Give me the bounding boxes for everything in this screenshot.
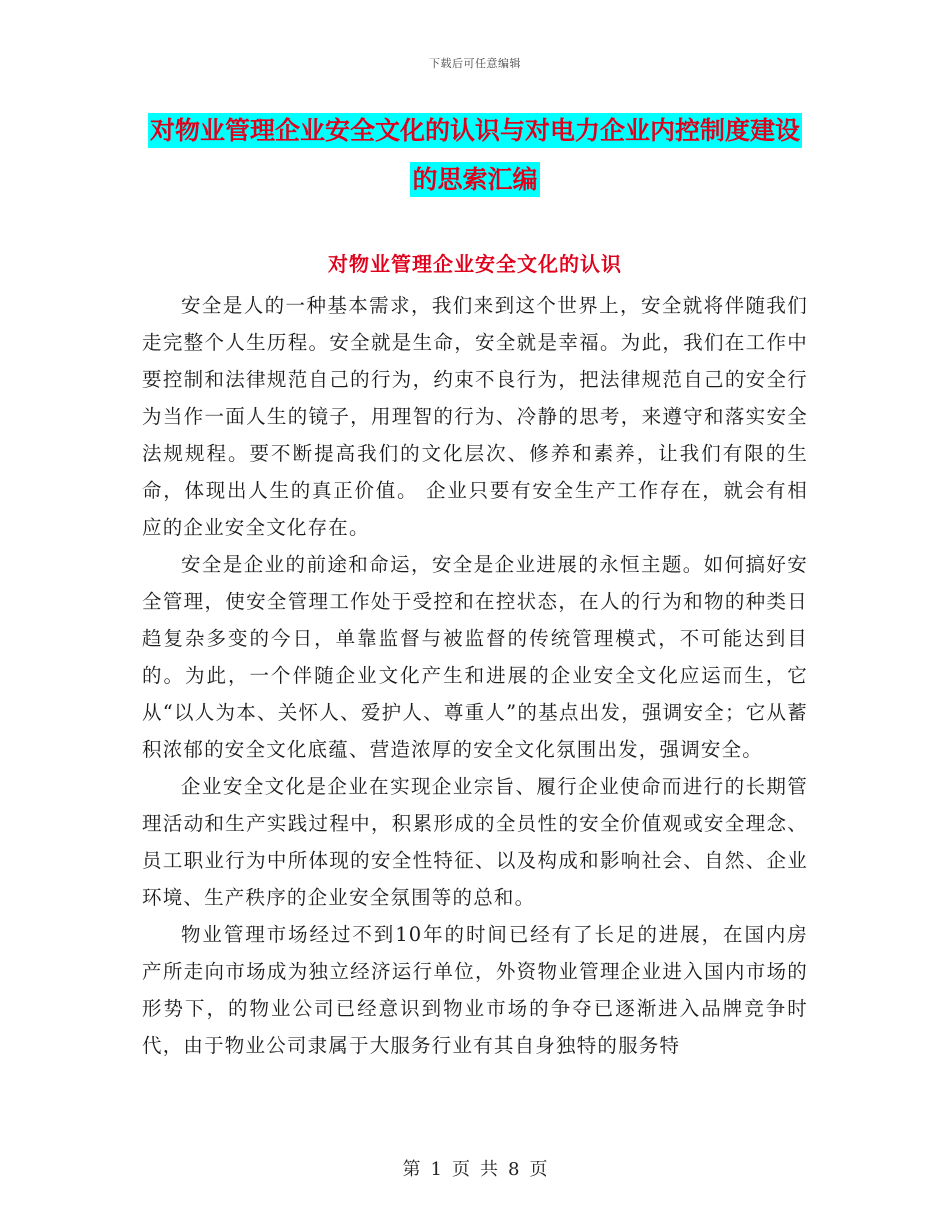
paragraph-1: 安全是人的一种基本需求，我们来到这个世界上，安全就将伴随我们走完整个人生历程。安全就是生命，安全就是幸福。为此，我们在工作中要控制和法律规范自己的行为，约束不良行为，把法律规范自己的安全行为当作一面人生的镜子，用理智的行为、冷静的思考，来遵守和落实安全法规规程。要不断提高我们的文化层次、修养和素养，让我们有限的生命，体现出人生的真正价值。 企业只要有安全生产工作存在，就会有相应的企业安全文化存在。: [142, 294, 808, 539]
footer-prefix: 第: [402, 1159, 421, 1180]
footer-page-label: 页: [452, 1159, 470, 1180]
footer-page-number: 1: [430, 1159, 442, 1180]
document-title: [140, 108, 810, 206]
footer-total-pages: 8: [508, 1159, 520, 1180]
header-note: 下载后可任意编辑: [429, 57, 521, 70]
footer-suffix: 页: [529, 1159, 548, 1180]
paragraph-3: 企业安全文化是企业在实现企业宗旨、履行企业使命而进行的长期管理活动和生产实践过程中，积累形成的全员性的安全价值观或安全理念、员工职业行为中所体现的安全性特征、以及构成和影响社会、自然、企业环境、生产秩序的企业安全氛围等的总和。: [142, 775, 808, 909]
body-text: [142, 287, 808, 1064]
section-title: 对物业管理企业安全文化的认识: [328, 252, 622, 276]
paragraph-2: 安全是企业的前途和命运，安全是企业进展的永恒主题。如何搞好安全管理，使安全管理工作处于受控和在控状态，在人的行为和物的种类日趋复杂多变的今日，单靠监督与被监督的传统管理模式，不可能达到目的。为此，一个伴随企业文化产生和进展的企业安全文化应运而生，它从“以人为本、关怀人、爱护人、尊重人”的基点出发，强调安全；它从蓄积浓郁的安全文化底蕴、营造浓厚的安全文化氛围出发，强调安全。: [142, 553, 808, 761]
page-footer: [0, 1155, 950, 1181]
document-title-text: 对物业管理企业安全文化的认识与对电力企业内控制度建设的思索汇编: [148, 113, 802, 197]
paragraph-4: 物业管理市场经过不到10年的时间已经有了长足的进展，在国内房产所走向市场成为独立经济运行单位，外资物业管理企业进入国内市场的形势下，的物业公司已经意识到物业市场的争夺已逐渐进入品牌竞争时代，由于物业公司隶属于大服务行业有其自身独特的服务特: [142, 923, 808, 1057]
footer-total-label: 共: [480, 1159, 498, 1180]
